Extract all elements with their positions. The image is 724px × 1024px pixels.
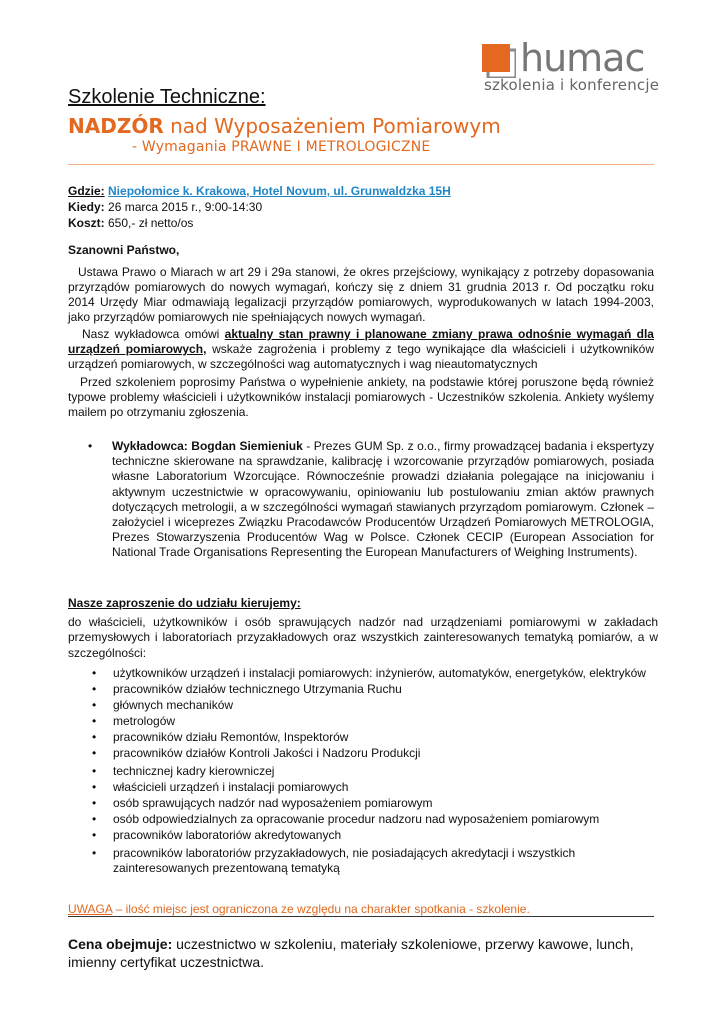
bullet-icon: •	[92, 682, 97, 696]
document-subtitle: - Wymagania PRAWNE I METROLOGICZNE	[132, 139, 431, 155]
bullet-icon: •	[92, 812, 97, 826]
list-item: • pracowników działu Remontów, Inspektorów	[92, 730, 349, 744]
bullet-icon: •	[92, 666, 97, 680]
title-bold: NADZÓR	[68, 114, 164, 138]
when-value: 26 marca 2015 r., 9:00-14:30	[104, 200, 263, 214]
title-divider	[68, 164, 654, 165]
title-rest: nad Wyposażeniem Pomiarowym	[163, 114, 501, 138]
p2-underlined: aktualny stan prawny i planowane zmiany prawa odnośnie wymagań dla urządzeń pomiarowych,	[68, 327, 654, 356]
document-kicker: Szkolenie Techniczne:	[68, 86, 266, 108]
list-item: • głównych mechaników	[92, 698, 234, 712]
list-item: • osób sprawujących nadzór nad wyposażeniem pomiarowym	[92, 796, 433, 810]
list-item: • osób odpowiedzialnych za opracowanie procedur nadzoru nad wyposażeniem pomiarowym	[92, 812, 600, 826]
bullet-icon: •	[92, 698, 97, 712]
when-row	[68, 199, 658, 215]
list-item: • właścicieli urządzeń i instalacji pomiarowych	[92, 780, 349, 794]
bullet-icon: •	[92, 746, 97, 760]
bullet-icon: •	[92, 714, 97, 728]
list-item: • technicznej kadry kierowniczej	[92, 764, 275, 778]
price-includes	[68, 935, 654, 971]
where-link[interactable]: Niepołomice k. Krakowa, Hotel Novum, ul. Grunwaldzka 15H	[108, 184, 451, 198]
bullet-icon: •	[88, 439, 93, 453]
bullet-icon: •	[92, 828, 97, 842]
where-label: Gdzie:	[68, 184, 105, 198]
greeting: Szanowni Państwo,	[68, 243, 180, 257]
invitation-intro: do właścicieli, użytkowników i osób sprawujących nadzór nad urządzeniami pomiarowymi w zakładach przemysłowych i laboratoriach przyzakładowych oraz wszystkich zainteresowanych tematyką pomiarów, a w szczególności:	[68, 615, 658, 660]
lecturer-text	[112, 439, 654, 561]
warning-text: – ilość miejsc jest ograniczona ze względu na charakter spotkania - szkolenie.	[112, 902, 530, 916]
document-title	[68, 114, 501, 138]
audience-list	[92, 666, 662, 876]
warning-label: UWAGA	[68, 902, 113, 916]
list-item: • metrologów	[92, 714, 176, 728]
logo-wordmark: humac	[520, 36, 645, 80]
capacity-warning	[68, 902, 530, 916]
cost-row	[68, 215, 658, 231]
where-row	[68, 183, 658, 199]
list-item: • pracowników laboratoriów akredytowanych	[92, 828, 342, 842]
price-text: uczestnictwo w szkoleniu, materiały szkoleniowe, przerwy kawowe, lunch, imienny certyfikat uczestnictwa.	[68, 936, 634, 970]
p2-pre: Nasz wykładowca omówi	[82, 327, 225, 341]
bullet-icon: •	[92, 780, 97, 794]
humac-logo	[482, 36, 672, 100]
cost-value: 650,- zł netto/os	[104, 216, 194, 230]
event-info	[68, 183, 658, 231]
paragraph-survey: Przed szkoleniem poprosimy Państwa o wypełnienie ankiety, na podstawie której poruszone będą również typowe problemy właścicieli i użytkowników instalacji pomiarowych - Uczestników szkolenia. Ankiety wyślemy mailem po otrzymaniu zgłoszenia.	[68, 375, 654, 419]
bullet-icon: •	[92, 846, 97, 860]
when-label: Kiedy:	[68, 200, 105, 214]
paragraph-lecturer-topics	[68, 327, 654, 372]
cost-label: Koszt:	[68, 216, 105, 230]
lecturer-label: Wykładowca: Bogdan Siemieniuk	[112, 439, 303, 453]
footer-divider	[68, 916, 654, 917]
list-item: • pracowników działów Kontroli Jakości i Nadzoru Produkcji	[92, 746, 421, 760]
bullet-icon: •	[92, 796, 97, 810]
p2-post: wskaże zagrożenia i problemy z tego wynikające dla właścicieli i użytkowników urządzeń pomiarowych, w szczególności wag automatycznych i wag nieautomatycznych	[68, 342, 654, 371]
price-label: Cena obejmuje:	[68, 936, 173, 952]
invitation-heading: Nasze zaproszenie do udziału kierujemy:	[68, 596, 301, 610]
lecturer-description: - Prezes GUM Sp. z o.o., firmy prowadzącej badania i ekspertyzy techniczne skierowane na sprawdzanie, kalibrację i wzorcowanie przyrządów pomiarowych, posiada własne Laboratorium Wzorcujące. Równocześnie prowadzi działania polegające na inicjowaniu i aktywnym uczestnictwie w opracowywaniu, opiniowaniu lub postulowaniu zmian aktów prawnych dotyczących metrologii, a w szczególności wymagań stawianych przyrządom pomiarowym. Członek – założyciel i wiceprezes Związku Pracodawców Producentów Urządzeń Pomiarowych METROLOGIA, Prezes Stowarzyszenia Producentów Wag w Polsce. Członek CECIP (European Association for National Trade Organisations Representing the European Manufacturers of Weighing Instruments).	[112, 439, 654, 560]
bullet-icon: •	[92, 730, 97, 744]
logo-square-icon	[482, 44, 516, 78]
logo-tagline: szkolenia i konferencje	[484, 76, 660, 94]
list-item: • użytkowników urządzeń i instalacji pomiarowych: inżynierów, automatyków, energetyków, elektryków	[92, 666, 646, 680]
paragraph-law: Ustawa Prawo o Miarach w art 29 i 29a stanowi, że okres przejściowy, wynikający z potrzeby dopasowania przyrządów pomiarowych do nowych wymagań, kończy się z dniem 31 grudnia 2013 r. Od początku roku 2014 Urzędy Miar odmawiają legalizacji przyrządów pomiarowych, wyprodukowanych w latach 1994-2003, jako przyrządów pomiarowych nie spełniających nowych wymagań.	[68, 265, 654, 324]
list-item: • pracowników działów technicznego Utrzymania Ruchu	[92, 682, 402, 696]
bullet-icon: •	[92, 764, 97, 778]
list-item: • pracowników laboratoriów przyzakładowych, nie posiadających akredytacji i wszystkich zainteresowanych prezentowaną tematyką	[92, 846, 576, 875]
